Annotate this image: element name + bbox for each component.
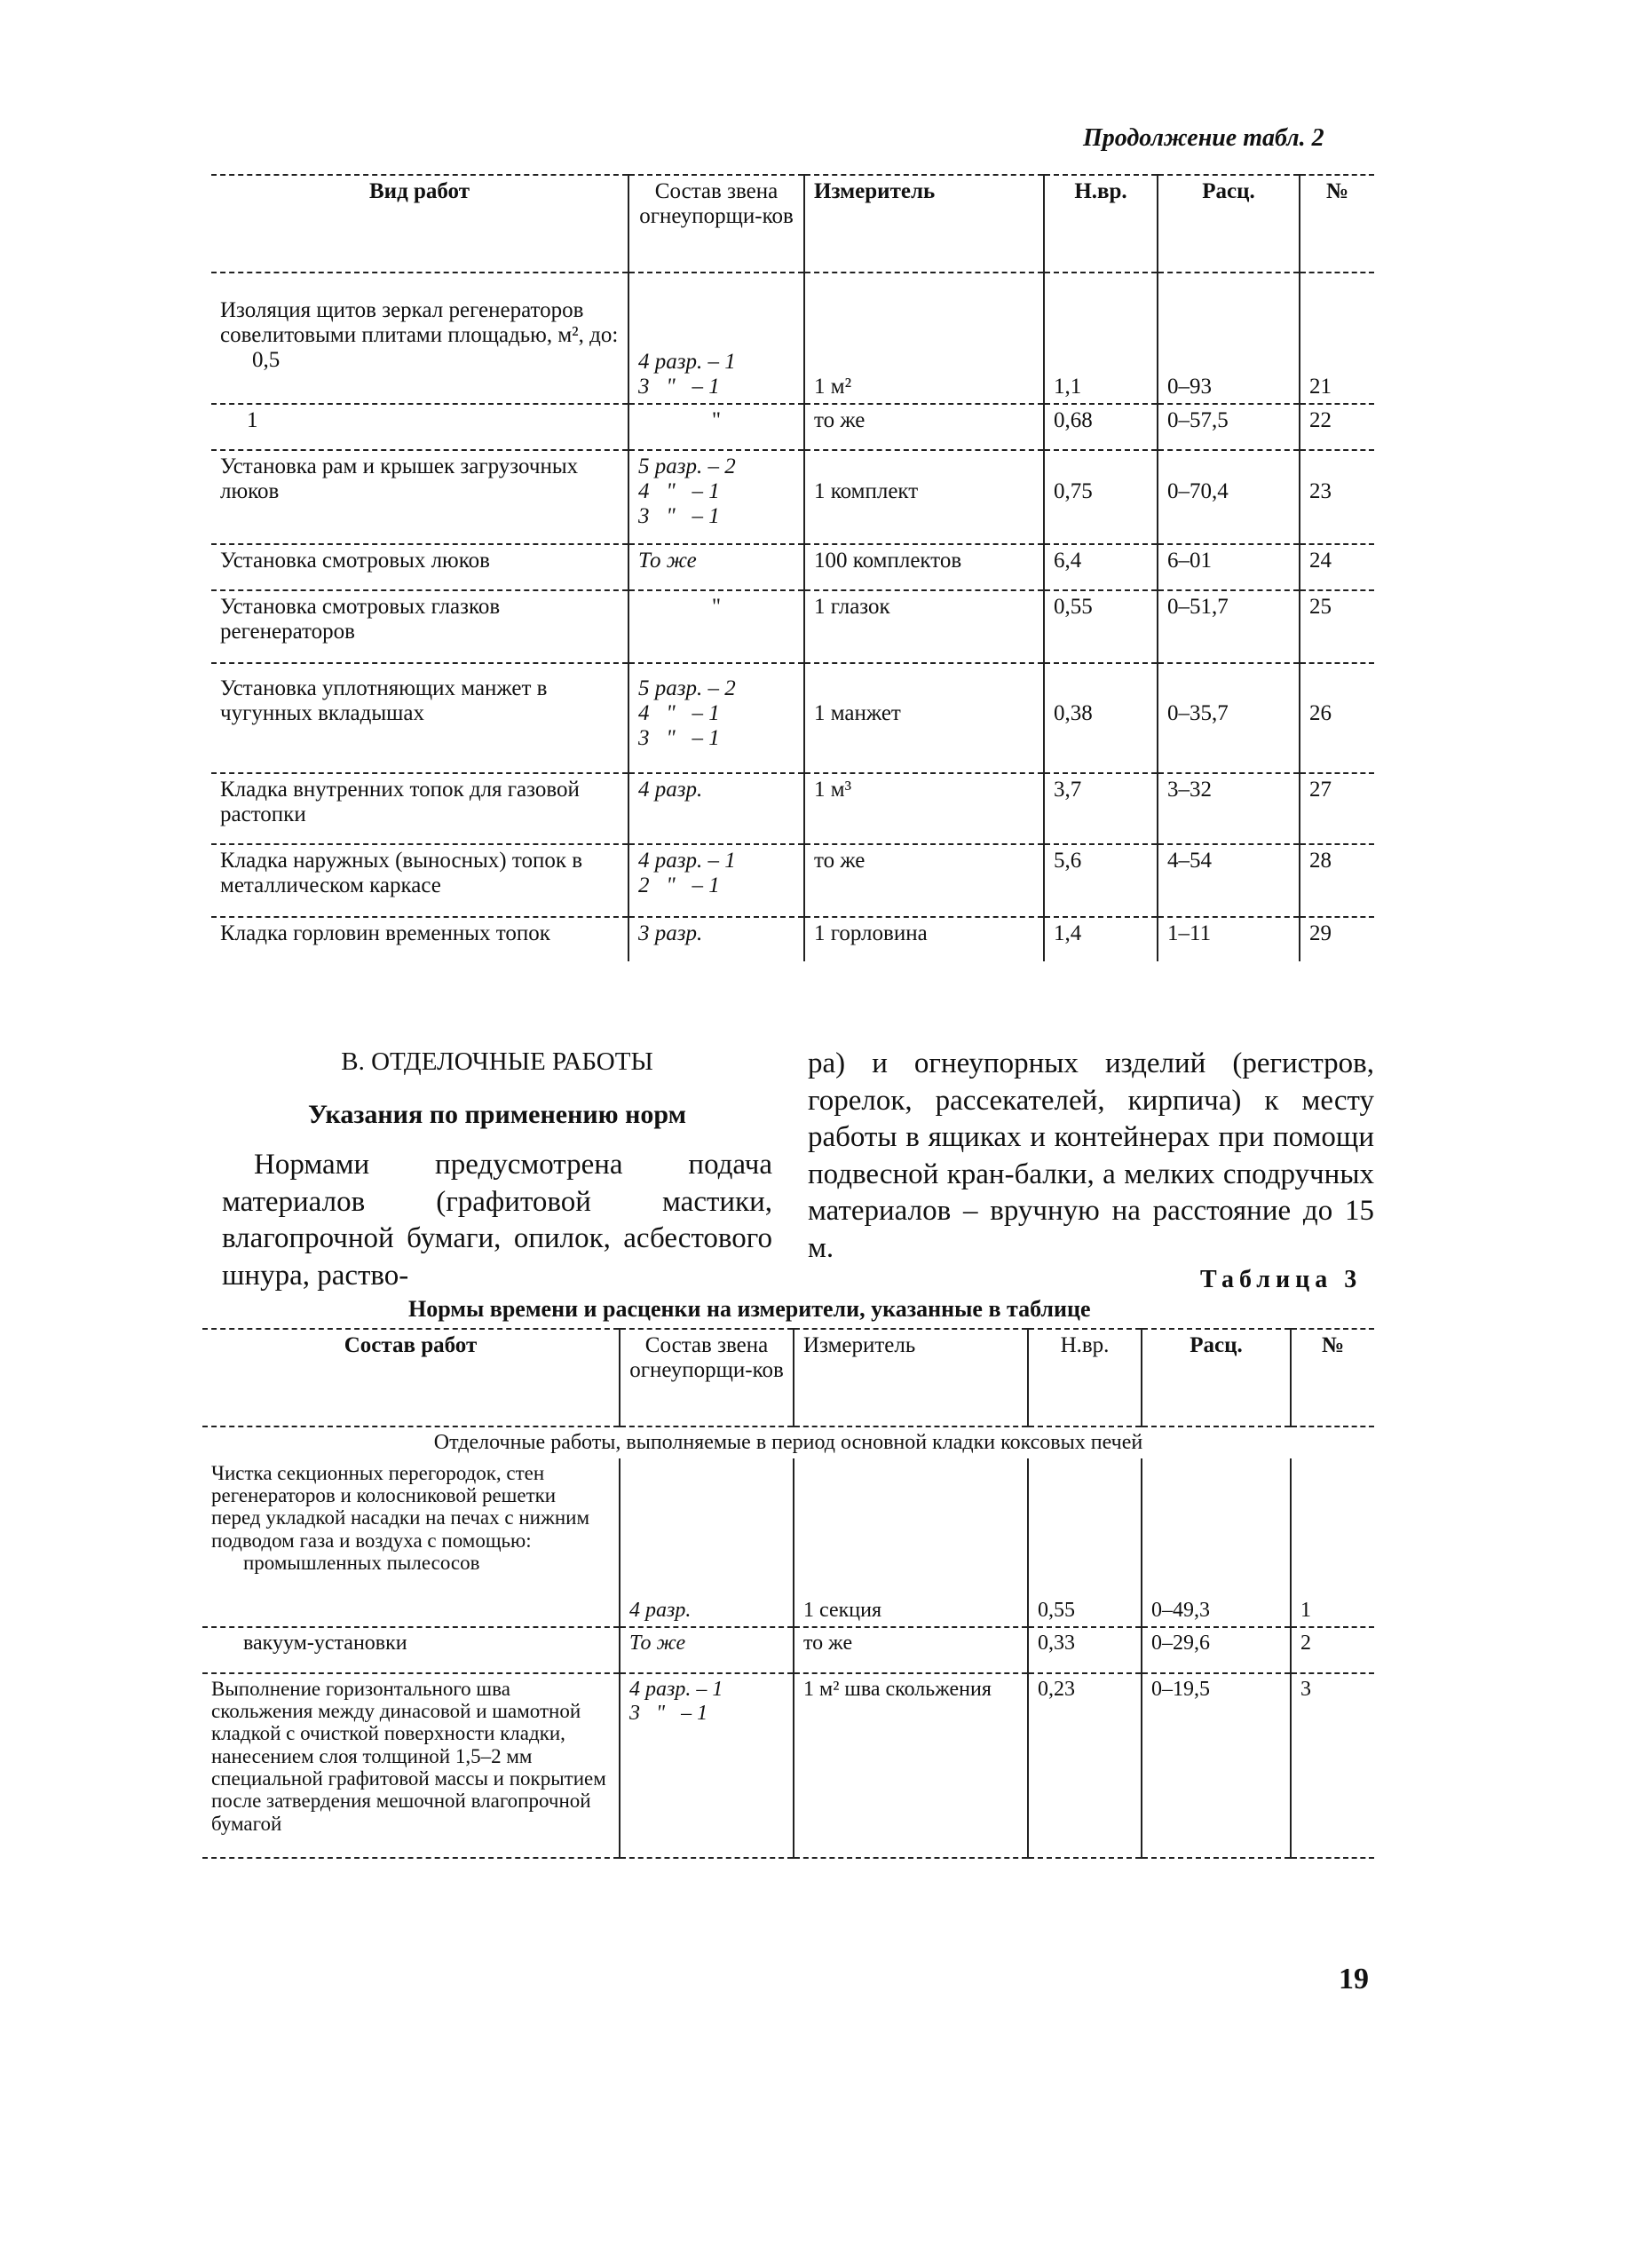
cell-crew: 5 разр. – 2 4 " – 1 3 " – 1 [628, 663, 804, 773]
cell-rate: 0–19,5 [1142, 1673, 1291, 1858]
cell-unit: 1 глазок [804, 590, 1044, 663]
paragraph-right: ра) и огнеупорных изделий (регистров, горелок, рассекателей, кирпича) к месту работы в ящиках и контейнерах при помощи подвесной кран-балки, а мелких сподручных материалов – вручную на расстояние до 15 м. [808, 1047, 1374, 1264]
cell-number: 28 [1300, 844, 1374, 917]
cell-number: 21 [1300, 273, 1374, 404]
section-row-text: Отделочные работы, выполняемые в период основной кладки коксовых печей [433, 1431, 1143, 1454]
table-header-row [202, 1329, 1374, 1426]
cell-norm: 0,55 [1028, 1458, 1142, 1627]
table-row [211, 544, 1374, 590]
cell-rate: 0–57,5 [1158, 404, 1300, 450]
table-row [211, 663, 1374, 773]
cell-work: Выполнение горизонтального шва скольжения между динасовой и шамотной кладкой с очисткой поверхности кладки, нанесением слоя толщиной 1,5–2 мм специальной графитовой массы и покрытием после затвердения мешочной влагопрочной бумагой [202, 1673, 620, 1858]
header-crew: Состав звена огнеупорщи-ков [628, 175, 804, 273]
header-norm: Н.вр. [1044, 175, 1158, 273]
section-title: В. ОТДЕЛОЧНЫЕ РАБОТЫ [341, 1047, 653, 1076]
table-row [202, 1458, 1374, 1627]
cell-number: 25 [1300, 590, 1374, 663]
header-rate: Расц. [1142, 1329, 1291, 1426]
header-unit: Измеритель [804, 175, 1044, 273]
cell-number: 27 [1300, 773, 1374, 844]
table-row [211, 273, 1374, 404]
cell-work: Установка рам и крышек загрузочных люков [211, 450, 628, 544]
cell-number: 29 [1300, 917, 1374, 961]
cell-work: Установка уплотняющих манжет в чугунных вкладышах [211, 663, 628, 773]
cell-number: 26 [1300, 663, 1374, 773]
cell-unit: то же [804, 404, 1044, 450]
cell-norm: 0,33 [1028, 1627, 1142, 1673]
header-work: Вид работ [211, 175, 628, 273]
cell-work: Кладка горловин временных топок [211, 917, 628, 961]
cell-norm: 0,68 [1044, 404, 1158, 450]
cell-norm: 5,6 [1044, 844, 1158, 917]
cell-crew: 5 разр. – 2 4 " – 1 3 " – 1 [628, 450, 804, 544]
cell-rate: 3–32 [1158, 773, 1300, 844]
cell-unit: 1 м² шва скольжения [794, 1673, 1028, 1858]
table-3-title: Нормы времени и расценки на измерители, указанные в таблице [408, 1296, 1091, 1322]
cell-rate: 0–93 [1158, 273, 1300, 404]
cell-crew: 3 разр. [628, 917, 804, 961]
cell-rate: 4–54 [1158, 844, 1300, 917]
cell-rate: 0–29,6 [1142, 1627, 1291, 1673]
cell-rate: 0–35,7 [1158, 663, 1300, 773]
cell-crew: То же [628, 544, 804, 590]
cell-crew: То же [620, 1627, 794, 1673]
cell-norm: 3,7 [1044, 773, 1158, 844]
cell-work: вакуум-установки [202, 1627, 620, 1673]
work-subitem: промышленных пылесосов [243, 1552, 480, 1575]
work-text: Чистка секционных перегородок, стен регенераторов и колосниковой решетки перед укладкой насадки на печах с нижним подводом газа и воздуха с помощью: [211, 1461, 590, 1552]
cell-crew: 4 разр. – 1 2 " – 1 [628, 844, 804, 917]
table-3 [202, 1328, 1374, 1859]
header-crew: Состав звена огнеупорщи-ков [620, 1329, 794, 1426]
work-text: Изоляция щитов зеркал регенераторов совелитовыми плитами площадью, м², до: [220, 298, 619, 347]
table-3-label: Таблица 3 [1200, 1266, 1363, 1293]
cell-unit: 1 м³ [804, 773, 1044, 844]
cell-work: Установка смотровых люков [211, 544, 628, 590]
cell-unit: 1 горловина [804, 917, 1044, 961]
cell-work: Установка смотровых глазков регенераторов [211, 590, 628, 663]
table-row [211, 404, 1374, 450]
cell-work: 1 [211, 404, 628, 450]
header-number: № [1291, 1329, 1374, 1426]
cell-norm: 1,4 [1044, 917, 1158, 961]
paragraph-left: Нормами предусмотрена подача материалов (графитовой мастики, влагопрочной бумаги, опилок, асбестового шнура, раство- [222, 1149, 772, 1292]
cell-unit: 1 комплект [804, 450, 1044, 544]
cell-unit: 1 манжет [804, 663, 1044, 773]
table-header-row [211, 175, 1374, 273]
cell-number: 2 [1291, 1627, 1374, 1673]
table-row [202, 1627, 1374, 1673]
table-2 [211, 174, 1374, 961]
table-row [211, 450, 1374, 544]
cell-norm: 0,38 [1044, 663, 1158, 773]
cell-norm: 0,55 [1044, 590, 1158, 663]
left-column [222, 1046, 772, 1295]
cell-norm: 0,23 [1028, 1673, 1142, 1858]
cell-unit: то же [794, 1627, 1028, 1673]
cell-work [202, 1458, 620, 1627]
table-section-row [202, 1426, 1374, 1458]
cell-number: 22 [1300, 404, 1374, 450]
cell-rate: 6–01 [1158, 544, 1300, 590]
cell-unit: 1 секция [794, 1458, 1028, 1627]
cell-norm: 6,4 [1044, 544, 1158, 590]
header-norm: Н.вр. [1028, 1329, 1142, 1426]
table-row [211, 590, 1374, 663]
cell-number: 1 [1291, 1458, 1374, 1627]
cell-number: 24 [1300, 544, 1374, 590]
cell-unit: то же [804, 844, 1044, 917]
cell-work: Кладка наружных (выносных) топок в металлическом каркасе [211, 844, 628, 917]
work-subitem: 0,5 [252, 348, 281, 372]
page-number: 19 [1339, 1963, 1369, 1995]
cell-rate: 0–51,7 [1158, 590, 1300, 663]
table-row [202, 1673, 1374, 1858]
cell-rate: 0–49,3 [1142, 1458, 1291, 1627]
cell-norm: 0,75 [1044, 450, 1158, 544]
cell-crew: 4 разр. [620, 1458, 794, 1627]
table-row [211, 773, 1374, 844]
table-row [211, 844, 1374, 917]
cell-norm: 1,1 [1044, 273, 1158, 404]
cell-crew: 4 разр. – 1 3 " – 1 [628, 273, 804, 404]
header-unit: Измеритель [794, 1329, 1028, 1426]
header-work: Состав работ [202, 1329, 620, 1426]
table-continuation-caption: Продолжение табл. 2 [1083, 124, 1324, 152]
right-column [808, 1046, 1374, 1267]
cell-work [211, 273, 628, 404]
cell-rate: 1–11 [1158, 917, 1300, 961]
cell-crew: 4 разр. – 1 3 " – 1 [620, 1673, 794, 1858]
cell-unit: 100 комплектов [804, 544, 1044, 590]
cell-unit: 1 м² [804, 273, 1044, 404]
cell-work: Кладка внутренних топок для газовой растопки [211, 773, 628, 844]
cell-crew: " [628, 590, 804, 663]
cell-rate: 0–70,4 [1158, 450, 1300, 544]
cell-crew: 4 разр. [628, 773, 804, 844]
header-rate: Расц. [1158, 175, 1300, 273]
cell-number: 23 [1300, 450, 1374, 544]
cell-number: 3 [1291, 1673, 1374, 1858]
header-number: № [1300, 175, 1374, 273]
table-row [211, 917, 1374, 961]
section-subtitle: Указания по применению норм [307, 1099, 687, 1129]
cell-crew: " [628, 404, 804, 450]
